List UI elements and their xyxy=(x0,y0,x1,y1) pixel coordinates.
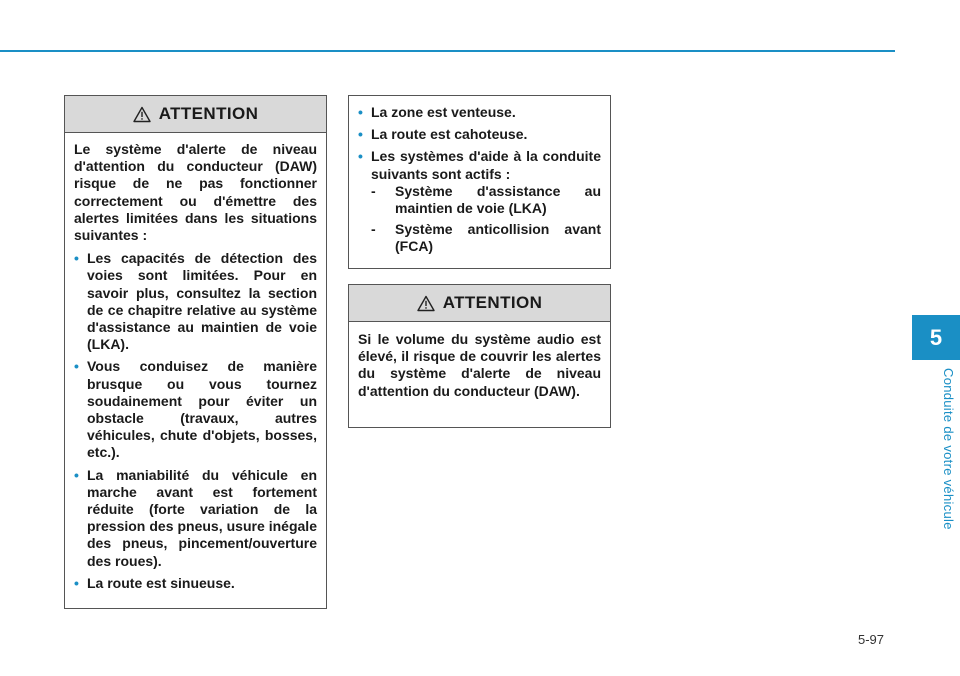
attention-text: Si le volume du système audio est élevé, il risque de couvrir les alertes du système d'alerte de niveau d'attention du conducteur (DAW). xyxy=(358,331,601,399)
sub-item-list xyxy=(371,183,601,256)
attention-title: ATTENTION xyxy=(158,104,259,123)
bullet-dot-icon: • xyxy=(358,148,363,165)
list-item: • Vous conduisez de manière brusque ou vous tournez soudainement pour éviter un obstacle (travaux, autres véhicules, chute d'objets, bosses, etc.). xyxy=(74,358,317,461)
bullet-dot-icon: • xyxy=(74,358,79,375)
continuation-bullet-list xyxy=(358,104,601,256)
chapter-title: Conduite de votre véhicule xyxy=(941,368,956,530)
list-item: • La route est cahoteuse. xyxy=(358,126,528,143)
attention-title: ATTENTION xyxy=(442,293,543,312)
page-number: 5-97 xyxy=(858,632,885,647)
dash-marker: - xyxy=(371,221,376,238)
bullet-dot-icon: • xyxy=(358,104,363,120)
continuation-box xyxy=(348,95,611,269)
chapter-number-tab xyxy=(912,315,960,360)
list-item: • La maniabilité du véhicule en marche avant est fortement réduite (forte variation de la pression des pneus, usure inégale des pneus, pincement/ouverture des roues). xyxy=(74,466,317,569)
attention-header xyxy=(349,285,610,322)
top-rule xyxy=(0,50,895,52)
dash-marker: - xyxy=(371,182,376,199)
list-item: • Les capacités de détection des voies sont limitées. Pour en savoir plus, consultez la section de ce chapitre relative au système d'assistance au maintien de voie (LKA). xyxy=(74,250,317,353)
sub-list-item: - Système anticollision avant (FCA) xyxy=(371,221,601,255)
attention-header xyxy=(65,96,326,133)
chapter-number: 5 xyxy=(929,324,943,350)
list-item: • Les systèmes d'aide à la conduite suivants sont actifs : - Système d'assistance au maintien de voie (LKA) - Système anticollision avant (FCA) xyxy=(358,148,601,255)
warning-triangle-icon xyxy=(417,295,435,312)
sub-list-item: - Système d'assistance au maintien de voie (LKA) xyxy=(371,182,601,217)
attention-body xyxy=(349,322,610,414)
attention-box-left xyxy=(64,95,327,609)
bullet-dot-icon: • xyxy=(74,250,79,267)
attention-bullet-list xyxy=(74,250,317,592)
warning-triangle-icon xyxy=(133,106,151,123)
continuation-body xyxy=(349,96,610,269)
attention-box-right xyxy=(348,284,611,428)
attention-intro: Le système d'alerte de niveau d'attention du conducteur (DAW) risque de ne pas fonctionner correctement ou d'émettre des alertes limitées dans les situations suivantes : xyxy=(74,141,317,244)
bullet-dot-icon: • xyxy=(74,466,79,483)
bullet-dot-icon: • xyxy=(74,574,79,591)
bullet-dot-icon: • xyxy=(358,126,363,143)
list-item: • La route est sinueuse. xyxy=(74,574,235,591)
attention-body xyxy=(65,133,326,605)
list-item: • La zone est venteuse. xyxy=(358,104,516,120)
